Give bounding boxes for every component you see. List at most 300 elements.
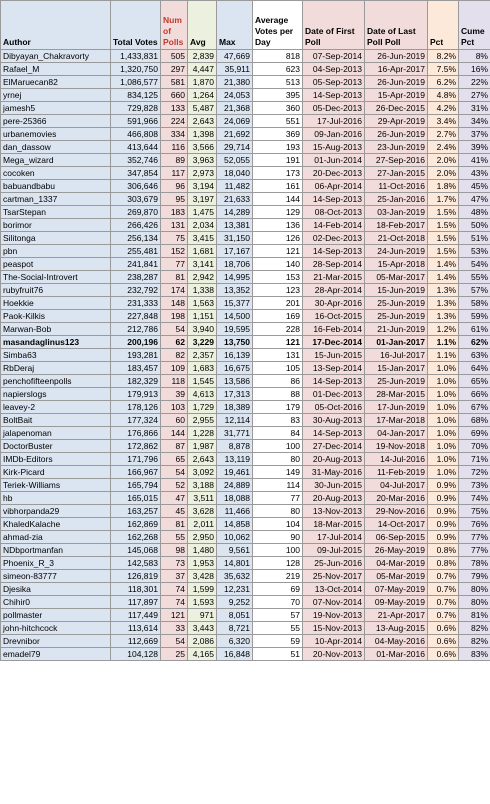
table-row[interactable] xyxy=(1,206,490,219)
cell-avg-votes-per-day[interactable]: 169 xyxy=(253,310,303,323)
cell-author[interactable]: Phoenix_R_3 xyxy=(1,557,111,570)
table-row[interactable] xyxy=(1,401,490,414)
cell-author[interactable]: babuandbabu xyxy=(1,180,111,193)
table-row[interactable] xyxy=(1,167,490,180)
cell-last-poll[interactable]: 18-Feb-2017 xyxy=(365,219,428,232)
cell-avg-votes-per-day[interactable]: 69 xyxy=(253,583,303,596)
cell-num-polls[interactable]: 54 xyxy=(161,323,188,336)
cell-pct[interactable]: 4.2% xyxy=(428,102,459,115)
cell-last-poll[interactable]: 25-Jun-2019 xyxy=(365,310,428,323)
cell-cume-pct[interactable]: 76% xyxy=(459,518,490,531)
cell-cume-pct[interactable]: 41% xyxy=(459,154,490,167)
cell-max[interactable]: 21,633 xyxy=(217,193,253,206)
cell-max[interactable]: 21,692 xyxy=(217,128,253,141)
cell-pct[interactable]: 1.5% xyxy=(428,245,459,258)
cell-avg[interactable]: 3,415 xyxy=(188,232,217,245)
cell-cume-pct[interactable]: 77% xyxy=(459,544,490,557)
cell-cume-pct[interactable]: 74% xyxy=(459,492,490,505)
cell-avg-votes-per-day[interactable]: 80 xyxy=(253,505,303,518)
cell-total-votes[interactable]: 200,196 xyxy=(111,336,161,349)
cell-total-votes[interactable]: 162,268 xyxy=(111,531,161,544)
cell-avg[interactable]: 3,194 xyxy=(188,180,217,193)
cell-last-poll[interactable]: 17-Mar-2018 xyxy=(365,414,428,427)
cell-author[interactable]: rubyfruit76 xyxy=(1,284,111,297)
cell-avg-votes-per-day[interactable]: 136 xyxy=(253,219,303,232)
cell-first-poll[interactable]: 17-Jul-2016 xyxy=(303,115,365,128)
cell-avg-votes-per-day[interactable]: 513 xyxy=(253,76,303,89)
cell-avg[interactable]: 4,613 xyxy=(188,388,217,401)
cell-author[interactable]: Drevnibor xyxy=(1,635,111,648)
cell-avg-votes-per-day[interactable]: 191 xyxy=(253,154,303,167)
cell-cume-pct[interactable]: 83% xyxy=(459,648,490,661)
cell-avg[interactable]: 3,092 xyxy=(188,466,217,479)
cell-cume-pct[interactable]: 47% xyxy=(459,193,490,206)
cell-avg-votes-per-day[interactable]: 179 xyxy=(253,401,303,414)
cell-total-votes[interactable]: 162,869 xyxy=(111,518,161,531)
cell-avg-votes-per-day[interactable]: 128 xyxy=(253,557,303,570)
table-row[interactable] xyxy=(1,570,490,583)
cell-last-poll[interactable]: 15-Jan-2017 xyxy=(365,362,428,375)
cell-avg[interactable]: 3,940 xyxy=(188,323,217,336)
cell-max[interactable]: 18,088 xyxy=(217,492,253,505)
cell-cume-pct[interactable]: 75% xyxy=(459,505,490,518)
cell-avg[interactable]: 2,950 xyxy=(188,531,217,544)
cell-cume-pct[interactable]: 61% xyxy=(459,323,490,336)
cell-num-polls[interactable]: 581 xyxy=(161,76,188,89)
cell-first-poll[interactable]: 14-Sep-2013 xyxy=(303,245,365,258)
cell-pct[interactable]: 1.4% xyxy=(428,258,459,271)
table-row[interactable] xyxy=(1,362,490,375)
cell-avg-votes-per-day[interactable]: 100 xyxy=(253,544,303,557)
table-row[interactable] xyxy=(1,115,490,128)
cell-max[interactable]: 13,381 xyxy=(217,219,253,232)
cell-last-poll[interactable]: 29-Apr-2019 xyxy=(365,115,428,128)
cell-first-poll[interactable]: 25-Nov-2017 xyxy=(303,570,365,583)
cell-last-poll[interactable]: 16-Jul-2017 xyxy=(365,349,428,362)
cell-max[interactable]: 47,669 xyxy=(217,50,253,63)
cell-avg[interactable]: 1,987 xyxy=(188,440,217,453)
cell-last-poll[interactable]: 15-Apr-2018 xyxy=(365,258,428,271)
cell-num-polls[interactable]: 660 xyxy=(161,89,188,102)
cell-max[interactable]: 16,139 xyxy=(217,349,253,362)
cell-author[interactable]: yrnej xyxy=(1,89,111,102)
cell-avg-votes-per-day[interactable]: 623 xyxy=(253,63,303,76)
cell-first-poll[interactable]: 05-Oct-2016 xyxy=(303,401,365,414)
cell-author[interactable]: TsarStepan xyxy=(1,206,111,219)
table-row[interactable] xyxy=(1,349,490,362)
cell-avg-votes-per-day[interactable]: 360 xyxy=(253,102,303,115)
cell-first-poll[interactable]: 30-Aug-2013 xyxy=(303,414,365,427)
cell-last-poll[interactable]: 27-Jan-2015 xyxy=(365,167,428,180)
cell-avg[interactable]: 3,511 xyxy=(188,492,217,505)
cell-first-poll[interactable]: 20-Dec-2013 xyxy=(303,167,365,180)
cell-max[interactable]: 8,878 xyxy=(217,440,253,453)
table-row[interactable] xyxy=(1,440,490,453)
cell-max[interactable]: 6,320 xyxy=(217,635,253,648)
cell-avg[interactable]: 1,593 xyxy=(188,596,217,609)
cell-cume-pct[interactable]: 80% xyxy=(459,596,490,609)
cell-author[interactable]: napierslogs xyxy=(1,388,111,401)
cell-author[interactable]: Dibyayan_Chakravorty xyxy=(1,50,111,63)
cell-total-votes[interactable]: 113,614 xyxy=(111,622,161,635)
cell-total-votes[interactable]: 466,808 xyxy=(111,128,161,141)
cell-last-poll[interactable]: 21-Apr-2017 xyxy=(365,609,428,622)
cell-total-votes[interactable]: 145,068 xyxy=(111,544,161,557)
cell-avg-votes-per-day[interactable]: 51 xyxy=(253,648,303,661)
cell-max[interactable]: 21,380 xyxy=(217,76,253,89)
cell-avg-votes-per-day[interactable]: 100 xyxy=(253,440,303,453)
cell-cume-pct[interactable]: 62% xyxy=(459,336,490,349)
cell-avg[interactable]: 1,563 xyxy=(188,297,217,310)
cell-pct[interactable]: 0.9% xyxy=(428,492,459,505)
cell-pct[interactable]: 1.0% xyxy=(428,375,459,388)
cell-num-polls[interactable]: 81 xyxy=(161,271,188,284)
cell-total-votes[interactable]: 1,320,750 xyxy=(111,63,161,76)
table-row[interactable] xyxy=(1,544,490,557)
cell-total-votes[interactable]: 177,324 xyxy=(111,414,161,427)
cell-first-poll[interactable]: 05-Sep-2013 xyxy=(303,76,365,89)
cell-max[interactable]: 31,150 xyxy=(217,232,253,245)
cell-last-poll[interactable]: 19-Nov-2018 xyxy=(365,440,428,453)
cell-avg[interactable]: 1,398 xyxy=(188,128,217,141)
cell-total-votes[interactable]: 171,796 xyxy=(111,453,161,466)
cell-total-votes[interactable]: 1,433,831 xyxy=(111,50,161,63)
cell-pct[interactable]: 0.9% xyxy=(428,531,459,544)
cell-total-votes[interactable]: 163,257 xyxy=(111,505,161,518)
cell-total-votes[interactable]: 591,966 xyxy=(111,115,161,128)
cell-last-poll[interactable]: 11-Feb-2019 xyxy=(365,466,428,479)
cell-total-votes[interactable]: 303,679 xyxy=(111,193,161,206)
cell-avg[interactable]: 1,264 xyxy=(188,89,217,102)
cell-cume-pct[interactable]: 82% xyxy=(459,622,490,635)
cell-pct[interactable]: 1.8% xyxy=(428,180,459,193)
cell-total-votes[interactable]: 269,870 xyxy=(111,206,161,219)
cell-pct[interactable]: 1.5% xyxy=(428,219,459,232)
cell-last-poll[interactable]: 16-Apr-2017 xyxy=(365,63,428,76)
cell-avg-votes-per-day[interactable]: 57 xyxy=(253,609,303,622)
cell-num-polls[interactable]: 25 xyxy=(161,648,188,661)
cell-first-poll[interactable]: 16-Feb-2014 xyxy=(303,323,365,336)
cell-num-polls[interactable]: 117 xyxy=(161,167,188,180)
cell-last-poll[interactable]: 23-Jun-2019 xyxy=(365,141,428,154)
cell-total-votes[interactable]: 306,646 xyxy=(111,180,161,193)
cell-author[interactable]: Chihir0 xyxy=(1,596,111,609)
cell-first-poll[interactable]: 10-Apr-2014 xyxy=(303,635,365,648)
header-total-votes[interactable]: Total Votes xyxy=(111,1,161,50)
cell-first-poll[interactable]: 14-Sep-2013 xyxy=(303,193,365,206)
cell-last-poll[interactable]: 01-Jan-2017 xyxy=(365,336,428,349)
cell-author[interactable]: borimor xyxy=(1,219,111,232)
cell-avg[interactable]: 3,141 xyxy=(188,258,217,271)
cell-avg[interactable]: 1,228 xyxy=(188,427,217,440)
cell-total-votes[interactable]: 256,134 xyxy=(111,232,161,245)
header-num-polls[interactable]: Num of Polls xyxy=(161,1,188,50)
cell-avg[interactable]: 1,480 xyxy=(188,544,217,557)
cell-avg[interactable]: 1,338 xyxy=(188,284,217,297)
table-row[interactable] xyxy=(1,232,490,245)
cell-last-poll[interactable]: 04-Mar-2019 xyxy=(365,557,428,570)
cell-author[interactable]: Simba63 xyxy=(1,349,111,362)
cell-author[interactable]: Marwan-Bob xyxy=(1,323,111,336)
cell-max[interactable]: 14,801 xyxy=(217,557,253,570)
cell-num-polls[interactable]: 116 xyxy=(161,141,188,154)
cell-cume-pct[interactable]: 64% xyxy=(459,362,490,375)
cell-num-polls[interactable]: 55 xyxy=(161,531,188,544)
cell-pct[interactable]: 1.0% xyxy=(428,414,459,427)
cell-cume-pct[interactable]: 37% xyxy=(459,128,490,141)
cell-author[interactable]: emadel79 xyxy=(1,648,111,661)
cell-cume-pct[interactable]: 16% xyxy=(459,63,490,76)
cell-pct[interactable]: 1.0% xyxy=(428,466,459,479)
cell-avg[interactable]: 3,197 xyxy=(188,193,217,206)
cell-first-poll[interactable]: 14-Feb-2014 xyxy=(303,219,365,232)
cell-author[interactable]: Rafael_M xyxy=(1,63,111,76)
cell-first-poll[interactable]: 17-Dec-2014 xyxy=(303,336,365,349)
cell-cume-pct[interactable]: 51% xyxy=(459,232,490,245)
cell-first-poll[interactable]: 06-Apr-2014 xyxy=(303,180,365,193)
cell-num-polls[interactable]: 144 xyxy=(161,427,188,440)
cell-max[interactable]: 35,632 xyxy=(217,570,253,583)
cell-total-votes[interactable]: 255,481 xyxy=(111,245,161,258)
table-row[interactable] xyxy=(1,128,490,141)
cell-pct[interactable]: 1.5% xyxy=(428,232,459,245)
cell-total-votes[interactable]: 166,967 xyxy=(111,466,161,479)
cell-author[interactable]: vibhorpanda29 xyxy=(1,505,111,518)
cell-cume-pct[interactable]: 34% xyxy=(459,115,490,128)
cell-avg-votes-per-day[interactable]: 59 xyxy=(253,635,303,648)
cell-avg-votes-per-day[interactable]: 395 xyxy=(253,89,303,102)
cell-cume-pct[interactable]: 79% xyxy=(459,570,490,583)
cell-author[interactable]: leavey-2 xyxy=(1,401,111,414)
cell-first-poll[interactable]: 13-Sep-2014 xyxy=(303,362,365,375)
cell-cume-pct[interactable]: 77% xyxy=(459,531,490,544)
cell-num-polls[interactable]: 75 xyxy=(161,232,188,245)
cell-max[interactable]: 35,911 xyxy=(217,63,253,76)
cell-avg-votes-per-day[interactable]: 70 xyxy=(253,596,303,609)
cell-last-poll[interactable]: 04-Jul-2017 xyxy=(365,479,428,492)
cell-pct[interactable]: 0.6% xyxy=(428,648,459,661)
cell-avg-votes-per-day[interactable]: 77 xyxy=(253,492,303,505)
cell-num-polls[interactable]: 37 xyxy=(161,570,188,583)
cell-author[interactable]: Djesika xyxy=(1,583,111,596)
cell-total-votes[interactable]: 241,841 xyxy=(111,258,161,271)
cell-max[interactable]: 13,352 xyxy=(217,284,253,297)
table-row[interactable] xyxy=(1,76,490,89)
cell-avg-votes-per-day[interactable]: 551 xyxy=(253,115,303,128)
cell-avg[interactable]: 2,839 xyxy=(188,50,217,63)
table-row[interactable] xyxy=(1,102,490,115)
cell-avg[interactable]: 3,628 xyxy=(188,505,217,518)
cell-last-poll[interactable]: 01-Mar-2016 xyxy=(365,648,428,661)
cell-last-poll[interactable]: 26-Jun-2019 xyxy=(365,50,428,63)
cell-pct[interactable]: 1.2% xyxy=(428,323,459,336)
cell-num-polls[interactable]: 148 xyxy=(161,297,188,310)
cell-pct[interactable]: 1.0% xyxy=(428,401,459,414)
cell-max[interactable]: 24,889 xyxy=(217,479,253,492)
cell-avg[interactable]: 2,357 xyxy=(188,349,217,362)
table-row[interactable] xyxy=(1,323,490,336)
cell-max[interactable]: 17,313 xyxy=(217,388,253,401)
cell-pct[interactable]: 0.7% xyxy=(428,583,459,596)
cell-avg-votes-per-day[interactable]: 173 xyxy=(253,167,303,180)
cell-pct[interactable]: 0.9% xyxy=(428,479,459,492)
cell-avg-votes-per-day[interactable]: 80 xyxy=(253,453,303,466)
cell-first-poll[interactable]: 04-Sep-2013 xyxy=(303,63,365,76)
cell-avg-votes-per-day[interactable]: 149 xyxy=(253,466,303,479)
cell-first-poll[interactable]: 02-Dec-2013 xyxy=(303,232,365,245)
cell-total-votes[interactable]: 834,125 xyxy=(111,89,161,102)
cell-first-poll[interactable]: 07-Nov-2014 xyxy=(303,596,365,609)
cell-last-poll[interactable]: 05-Mar-2017 xyxy=(365,271,428,284)
cell-total-votes[interactable]: 212,786 xyxy=(111,323,161,336)
cell-total-votes[interactable]: 178,126 xyxy=(111,401,161,414)
cell-num-polls[interactable]: 198 xyxy=(161,310,188,323)
table-row[interactable] xyxy=(1,648,490,661)
header-first-poll[interactable]: Date of First Poll xyxy=(303,1,365,50)
cell-num-polls[interactable]: 505 xyxy=(161,50,188,63)
cell-pct[interactable]: 0.7% xyxy=(428,596,459,609)
cell-num-polls[interactable]: 133 xyxy=(161,102,188,115)
cell-cume-pct[interactable]: 80% xyxy=(459,583,490,596)
cell-num-polls[interactable]: 121 xyxy=(161,609,188,622)
cell-author[interactable]: cocoken xyxy=(1,167,111,180)
cell-max[interactable]: 19,461 xyxy=(217,466,253,479)
cell-max[interactable]: 10,062 xyxy=(217,531,253,544)
cell-cume-pct[interactable]: 70% xyxy=(459,440,490,453)
cell-num-polls[interactable]: 60 xyxy=(161,414,188,427)
cell-total-votes[interactable]: 142,583 xyxy=(111,557,161,570)
cell-max[interactable]: 15,377 xyxy=(217,297,253,310)
cell-first-poll[interactable]: 07-Sep-2014 xyxy=(303,50,365,63)
cell-num-polls[interactable]: 131 xyxy=(161,219,188,232)
cell-num-polls[interactable]: 74 xyxy=(161,596,188,609)
table-row[interactable] xyxy=(1,635,490,648)
cell-last-poll[interactable]: 06-Sep-2015 xyxy=(365,531,428,544)
cell-max[interactable]: 52,055 xyxy=(217,154,253,167)
cell-avg[interactable]: 1,729 xyxy=(188,401,217,414)
header-avg-votes-per-day[interactable]: Average Votes per Day xyxy=(253,1,303,50)
cell-first-poll[interactable]: 14-Sep-2013 xyxy=(303,89,365,102)
cell-avg[interactable]: 2,086 xyxy=(188,635,217,648)
cell-pct[interactable]: 4.8% xyxy=(428,89,459,102)
cell-num-polls[interactable]: 297 xyxy=(161,63,188,76)
cell-cume-pct[interactable]: 31% xyxy=(459,102,490,115)
table-row[interactable] xyxy=(1,518,490,531)
cell-last-poll[interactable]: 25-Jun-2019 xyxy=(365,375,428,388)
cell-avg[interactable]: 5,487 xyxy=(188,102,217,115)
cell-max[interactable]: 14,995 xyxy=(217,271,253,284)
cell-cume-pct[interactable]: 66% xyxy=(459,388,490,401)
cell-max[interactable]: 11,466 xyxy=(217,505,253,518)
cell-last-poll[interactable]: 25-Jun-2019 xyxy=(365,297,428,310)
cell-pct[interactable]: 1.4% xyxy=(428,271,459,284)
cell-first-poll[interactable]: 13-Nov-2013 xyxy=(303,505,365,518)
cell-total-votes[interactable]: 165,015 xyxy=(111,492,161,505)
table-row[interactable] xyxy=(1,336,490,349)
cell-num-polls[interactable]: 33 xyxy=(161,622,188,635)
cell-num-polls[interactable]: 52 xyxy=(161,479,188,492)
cell-avg-votes-per-day[interactable]: 140 xyxy=(253,258,303,271)
cell-total-votes[interactable]: 183,457 xyxy=(111,362,161,375)
cell-total-votes[interactable]: 126,819 xyxy=(111,570,161,583)
cell-num-polls[interactable]: 54 xyxy=(161,466,188,479)
cell-max[interactable]: 21,368 xyxy=(217,102,253,115)
cell-max[interactable]: 24,069 xyxy=(217,115,253,128)
cell-max[interactable]: 8,721 xyxy=(217,622,253,635)
table-row[interactable] xyxy=(1,414,490,427)
cell-last-poll[interactable]: 07-May-2019 xyxy=(365,583,428,596)
cell-total-votes[interactable]: 165,794 xyxy=(111,479,161,492)
table-row[interactable] xyxy=(1,89,490,102)
cell-cume-pct[interactable]: 71% xyxy=(459,453,490,466)
cell-author[interactable]: Paok-Kilkis xyxy=(1,310,111,323)
cell-total-votes[interactable]: 266,426 xyxy=(111,219,161,232)
cell-total-votes[interactable]: 117,449 xyxy=(111,609,161,622)
cell-num-polls[interactable]: 65 xyxy=(161,453,188,466)
cell-first-poll[interactable]: 19-Nov-2013 xyxy=(303,609,365,622)
cell-first-poll[interactable]: 25-Jun-2016 xyxy=(303,557,365,570)
cell-total-votes[interactable]: 232,792 xyxy=(111,284,161,297)
cell-total-votes[interactable]: 231,333 xyxy=(111,297,161,310)
cell-cume-pct[interactable]: 65% xyxy=(459,375,490,388)
cell-author[interactable]: jamesh5 xyxy=(1,102,111,115)
cell-total-votes[interactable]: 729,828 xyxy=(111,102,161,115)
cell-author[interactable]: pbn xyxy=(1,245,111,258)
table-row[interactable] xyxy=(1,154,490,167)
cell-last-poll[interactable]: 21-Oct-2018 xyxy=(365,232,428,245)
cell-pct[interactable]: 2.7% xyxy=(428,128,459,141)
cell-avg[interactable]: 4,165 xyxy=(188,648,217,661)
cell-pct[interactable]: 2.0% xyxy=(428,167,459,180)
cell-last-poll[interactable]: 15-Apr-2019 xyxy=(365,89,428,102)
cell-max[interactable]: 14,500 xyxy=(217,310,253,323)
header-cume-pct[interactable]: Cume Pct xyxy=(459,1,490,50)
cell-first-poll[interactable]: 09-Jul-2015 xyxy=(303,544,365,557)
cell-author[interactable]: urbanemovies xyxy=(1,128,111,141)
cell-avg[interactable]: 2,973 xyxy=(188,167,217,180)
cell-first-poll[interactable]: 17-Jul-2014 xyxy=(303,531,365,544)
cell-num-polls[interactable]: 77 xyxy=(161,258,188,271)
table-row[interactable] xyxy=(1,245,490,258)
cell-avg-votes-per-day[interactable]: 193 xyxy=(253,141,303,154)
header-author[interactable]: Author xyxy=(1,1,111,50)
cell-author[interactable]: ahmad-zia xyxy=(1,531,111,544)
cell-max[interactable]: 14,858 xyxy=(217,518,253,531)
cell-author[interactable]: Silitonga xyxy=(1,232,111,245)
table-row[interactable] xyxy=(1,453,490,466)
cell-author[interactable]: Kirk-Picard xyxy=(1,466,111,479)
cell-max[interactable]: 13,586 xyxy=(217,375,253,388)
cell-max[interactable]: 11,482 xyxy=(217,180,253,193)
cell-num-polls[interactable]: 98 xyxy=(161,544,188,557)
cell-total-votes[interactable]: 227,848 xyxy=(111,310,161,323)
cell-cume-pct[interactable]: 69% xyxy=(459,427,490,440)
cell-cume-pct[interactable]: 8% xyxy=(459,50,490,63)
cell-max[interactable]: 17,167 xyxy=(217,245,253,258)
table-row[interactable] xyxy=(1,479,490,492)
cell-avg-votes-per-day[interactable]: 153 xyxy=(253,271,303,284)
cell-cume-pct[interactable]: 78% xyxy=(459,557,490,570)
cell-avg[interactable]: 3,229 xyxy=(188,336,217,349)
cell-author[interactable]: masandaglinus123 xyxy=(1,336,111,349)
cell-avg-votes-per-day[interactable]: 88 xyxy=(253,388,303,401)
cell-num-polls[interactable]: 183 xyxy=(161,206,188,219)
cell-max[interactable]: 9,252 xyxy=(217,596,253,609)
cell-num-polls[interactable]: 87 xyxy=(161,440,188,453)
cell-pct[interactable]: 1.0% xyxy=(428,427,459,440)
cell-avg[interactable]: 1,870 xyxy=(188,76,217,89)
cell-author[interactable]: ElMaruecan82 xyxy=(1,76,111,89)
